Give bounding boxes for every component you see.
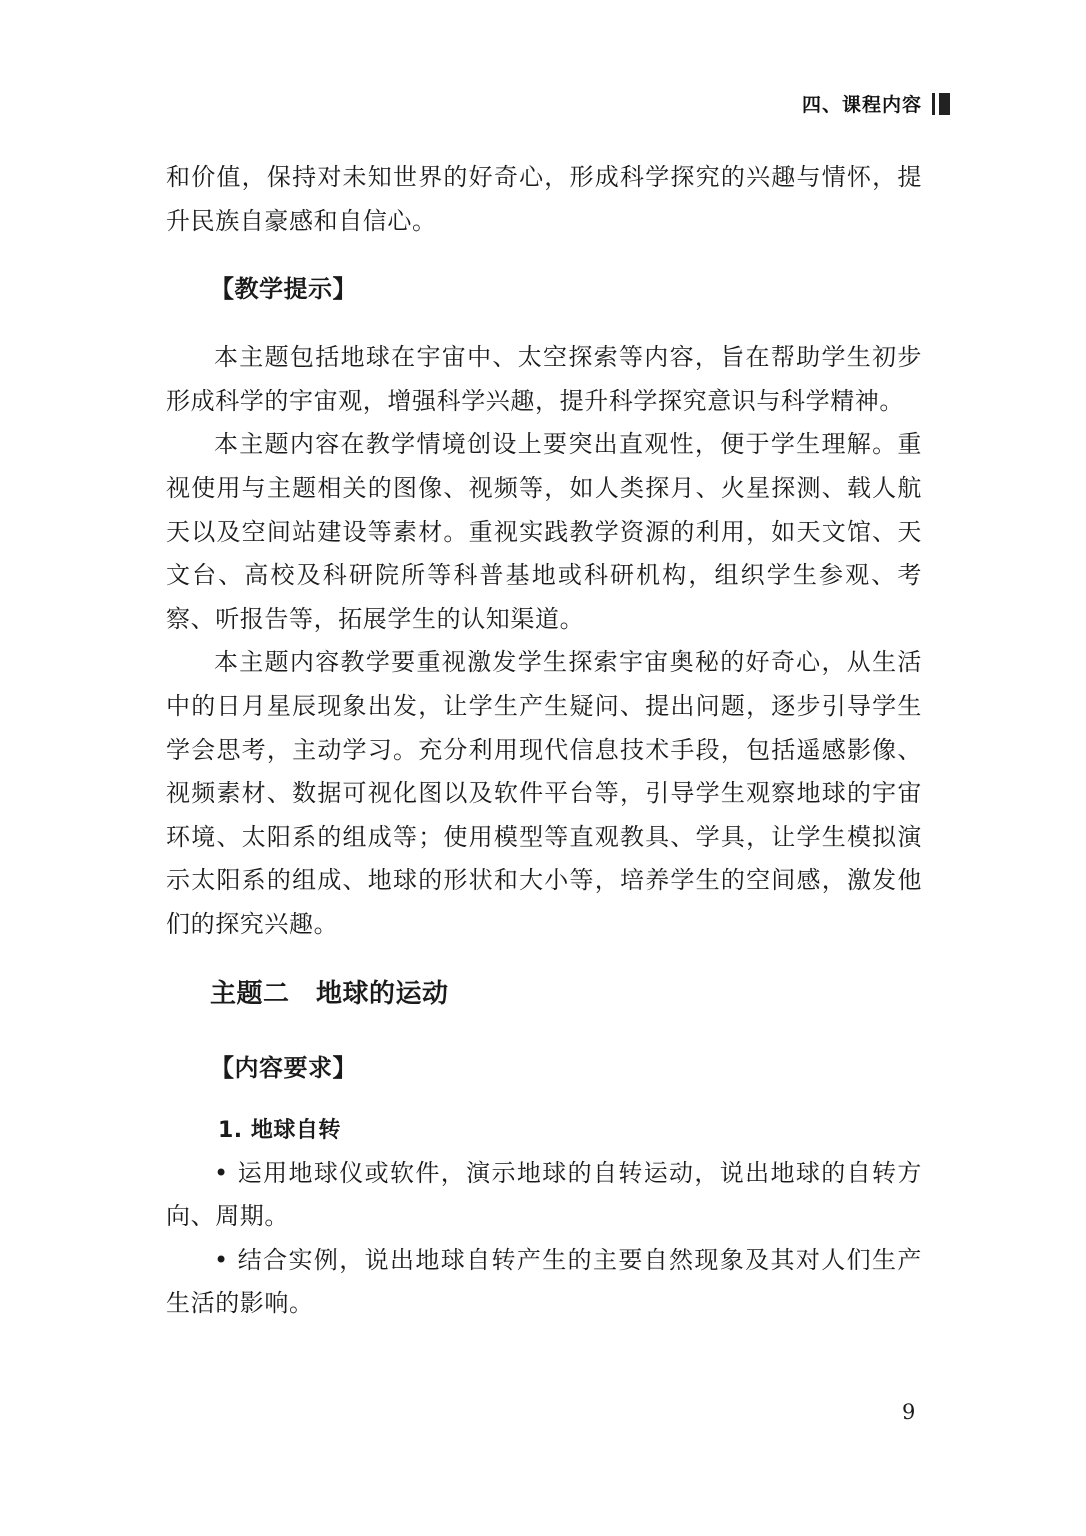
teaching-tip-heading: 【教学提示】 xyxy=(210,275,357,304)
topic-heading: 主题二 地球的运动 xyxy=(210,978,449,1009)
paragraph-continuation: 和价值，保持对未知世界的好奇心，形成科学探究的兴趣与情怀，提升民族自豪感和自信心。 xyxy=(166,163,922,235)
header-bars-icon xyxy=(932,93,950,115)
page-number: 9 xyxy=(902,1400,916,1424)
bullet-item-1: • 运用地球仪或软件，演示地球的自转运动，说出地球的自转方向、周期。 xyxy=(166,1158,922,1231)
paragraph-2: 本主题内容在教学情境创设上要突出直观性，便于学生理解。重视使用与主题相关的图像、视频等，如人类探月、火星探测、载人航天以及空间站建设等素材。重视实践教学资源的利用，如天文馆、天文台、高校及科研院所等科普基地或科研机构，组织学生参观、考察、听报告等，拓展学生的认知渠道。 xyxy=(166,430,922,633)
content-requirements-heading: 【内容要求】 xyxy=(210,1053,357,1082)
subsection-heading: 1. 地球自转 xyxy=(218,1117,341,1143)
paragraph-1: 本主题包括地球在宇宙中、太空探索等内容，旨在帮助学生初步形成科学的宇宙观，增强科学兴趣，提升科学探究意识与科学精神。 xyxy=(166,343,922,415)
running-header xyxy=(802,90,950,117)
section-title: 四、课程内容 xyxy=(801,94,922,116)
page-body xyxy=(166,156,922,1326)
bullet-item-2: • 结合实例，说出地球自转产生的主要自然现象及其对人们生产生活的影响。 xyxy=(166,1245,922,1318)
paragraph-3: 本主题内容教学要重视激发学生探索宇宙奥秘的好奇心，从生活中的日月星辰现象出发，让学生产生疑问、提出问题，逐步引导学生学会思考，主动学习。充分利用现代信息技术手段，包括遥感影像、视频素材、数据可视化图以及软件平台等，引导学生观察地球的宇宙环境、太阳系的组成等；使用模型等直观教具、学具，让学生模拟演示太阳系的组成、地球的形状和大小等，培养学生的空间感，激发他们的探究兴趣。 xyxy=(166,648,922,938)
